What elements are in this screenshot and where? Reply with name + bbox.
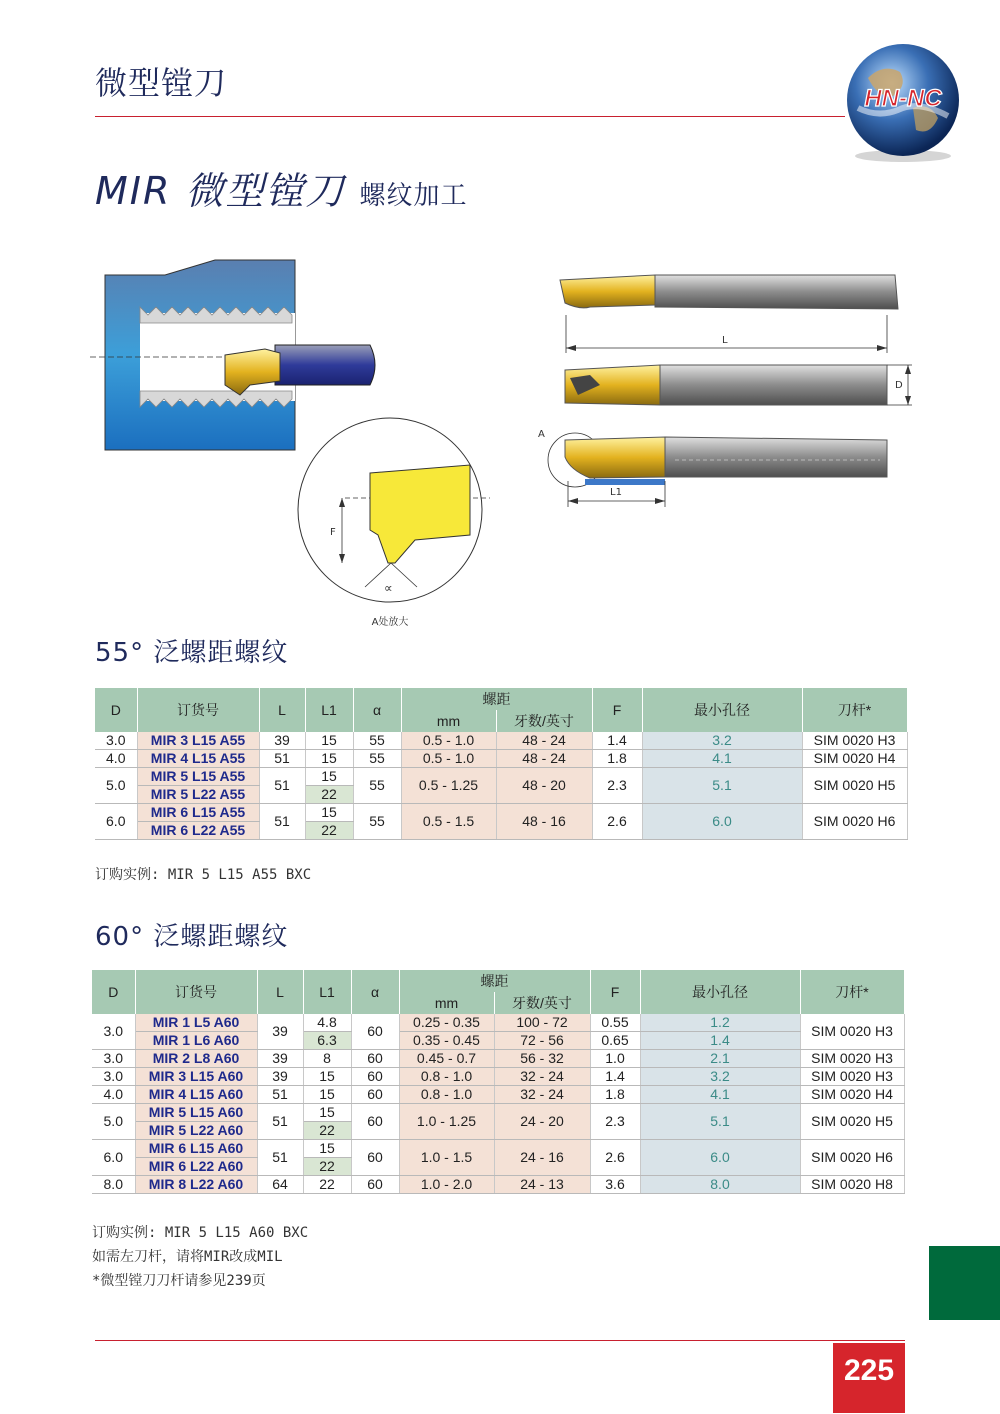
cell-order-code: MIR 1 L5 A60 — [135, 1014, 257, 1032]
cell-pitch-mm: 0.8 - 1.0 — [399, 1068, 494, 1086]
cell-D: 5.0 — [92, 1104, 135, 1140]
col-header-L1: L1 — [305, 688, 353, 732]
cell-alpha: 55 — [353, 804, 401, 840]
cell-L1: 4.8 — [303, 1014, 351, 1032]
col-header-alpha: α — [353, 688, 401, 732]
table-row — [95, 732, 907, 750]
cell-L: 51 — [257, 1086, 303, 1104]
cell-L: 51 — [257, 1140, 303, 1176]
col-header-F: F — [592, 688, 642, 732]
cell-min-hole: 3.2 — [640, 1068, 800, 1086]
cell-order-code: MIR 5 L15 A60 — [135, 1104, 257, 1122]
cell-L1: 15 — [303, 1086, 351, 1104]
cell-min-hole: 6.0 — [642, 804, 802, 840]
detail-A-label: A — [538, 429, 545, 440]
cell-L1: 22 — [305, 822, 353, 840]
cell-pitch-tpi: 100 - 72 — [494, 1014, 590, 1032]
cell-L1: 15 — [305, 750, 353, 768]
cell-order-code: MIR 6 L15 A55 — [137, 804, 259, 822]
cell-D: 4.0 — [92, 1086, 135, 1104]
table-row — [92, 1176, 904, 1194]
cell-pitch-mm: 0.35 - 0.45 — [399, 1032, 494, 1050]
cell-alpha: 60 — [351, 1014, 399, 1050]
hn-nc-globe-logo — [838, 38, 968, 163]
cell-L1: 22 — [303, 1158, 351, 1176]
cell-order-code: MIR 3 L15 A55 — [137, 732, 259, 750]
cell-holder: SIM 0020 H4 — [802, 750, 907, 768]
cell-pitch-mm: 1.0 - 1.5 — [399, 1140, 494, 1176]
cell-L1: 15 — [303, 1104, 351, 1122]
cell-pitch-tpi: 56 - 32 — [494, 1050, 590, 1068]
cell-L1: 22 — [303, 1176, 351, 1194]
footer-divider — [95, 1340, 905, 1341]
col-header-F: F — [590, 970, 640, 1014]
cell-L1: 22 — [305, 786, 353, 804]
cell-alpha: 60 — [351, 1068, 399, 1086]
cell-L1: 15 — [305, 768, 353, 786]
cell-holder: SIM 0020 H6 — [800, 1140, 904, 1176]
dim-D-label: D — [895, 380, 903, 391]
cell-L1: 15 — [305, 732, 353, 750]
cell-min-hole: 3.2 — [642, 732, 802, 750]
cell-order-code: MIR 5 L15 A55 — [137, 768, 259, 786]
cell-pitch-mm: 0.5 - 1.5 — [401, 804, 496, 840]
col-header-L: L — [257, 970, 303, 1014]
cell-alpha: 55 — [353, 750, 401, 768]
col-header-min-hole: 最小孔径 — [640, 970, 800, 1014]
cell-min-hole: 5.1 — [642, 768, 802, 804]
cell-holder: SIM 0020 H6 — [802, 804, 907, 840]
main-title-text: MIR 微型镗刀 — [95, 169, 346, 213]
col-header-D: D — [92, 970, 135, 1014]
cell-alpha: 55 — [353, 732, 401, 750]
cell-alpha: 60 — [351, 1104, 399, 1140]
cell-pitch-tpi: 48 - 24 — [496, 732, 592, 750]
logo-text: HN-NC — [864, 85, 942, 112]
table-row — [95, 768, 907, 786]
col-header-pitch: 螺距 — [399, 970, 590, 992]
table-row — [92, 1032, 904, 1050]
col-header-tpi: 牙数/英寸 — [494, 992, 590, 1014]
col-header-tpi: 牙数/英寸 — [496, 710, 592, 732]
cell-L: 39 — [257, 1050, 303, 1068]
cell-pitch-tpi: 72 - 56 — [494, 1032, 590, 1050]
zoom-caption: A处放大 — [371, 617, 409, 628]
cell-L: 39 — [257, 1068, 303, 1086]
cell-L: 39 — [259, 732, 305, 750]
order-example-60: 订购实例: MIR 5 L15 A60 BXC — [92, 1225, 309, 1241]
cell-pitch-mm: 0.5 - 1.0 — [401, 732, 496, 750]
cell-D: 4.0 — [95, 750, 137, 768]
cell-D: 3.0 — [92, 1050, 135, 1068]
cell-min-hole: 1.4 — [640, 1032, 800, 1050]
col-header-L1: L1 — [303, 970, 351, 1014]
cell-L1: 22 — [303, 1122, 351, 1140]
col-header-code: 订货号 — [137, 688, 259, 732]
col-header-mm: mm — [401, 710, 496, 732]
cell-pitch-tpi: 48 - 24 — [496, 750, 592, 768]
cell-holder: SIM 0020 H5 — [802, 768, 907, 804]
cell-order-code: MIR 1 L6 A60 — [135, 1032, 257, 1050]
cell-F: 2.3 — [590, 1104, 640, 1140]
cell-F: 1.8 — [590, 1086, 640, 1104]
table-row — [92, 1086, 904, 1104]
cell-min-hole: 2.1 — [640, 1050, 800, 1068]
section-60-title: 60° 泛螺距螺纹 — [95, 922, 289, 952]
cell-min-hole: 4.1 — [642, 750, 802, 768]
cell-F: 2.6 — [592, 804, 642, 840]
cell-L1: 15 — [303, 1068, 351, 1086]
table-55-thread — [95, 688, 908, 840]
cell-L: 51 — [259, 750, 305, 768]
green-section-tab — [929, 1246, 1000, 1320]
cell-D: 5.0 — [95, 768, 137, 804]
cell-F: 1.4 — [592, 732, 642, 750]
cell-D: 3.0 — [95, 732, 137, 750]
cell-F: 0.65 — [590, 1032, 640, 1050]
col-header-alpha: α — [351, 970, 399, 1014]
cell-pitch-tpi: 24 - 13 — [494, 1176, 590, 1194]
cell-order-code: MIR 6 L22 A55 — [137, 822, 259, 840]
cell-L1: 15 — [305, 804, 353, 822]
cell-L: 51 — [257, 1104, 303, 1140]
cell-holder: SIM 0020 H4 — [800, 1086, 904, 1104]
cell-holder: SIM 0020 H5 — [800, 1104, 904, 1140]
cell-alpha: 60 — [351, 1140, 399, 1176]
cell-F: 2.6 — [590, 1140, 640, 1176]
holder-reference-note: *微型镗刀刀杆请参见239页 — [92, 1273, 266, 1289]
cell-pitch-tpi: 48 - 20 — [496, 768, 592, 804]
cell-pitch-mm: 0.45 - 0.7 — [399, 1050, 494, 1068]
table-row — [92, 1104, 904, 1122]
cell-min-hole: 1.2 — [640, 1014, 800, 1032]
cell-F: 1.4 — [590, 1068, 640, 1086]
table-row — [92, 1068, 904, 1086]
page-number: 225 — [833, 1343, 905, 1413]
cell-D: 8.0 — [92, 1176, 135, 1194]
cell-L: 39 — [257, 1014, 303, 1050]
cell-min-hole: 8.0 — [640, 1176, 800, 1194]
cell-L1: 15 — [303, 1140, 351, 1158]
cell-pitch-tpi: 24 - 20 — [494, 1104, 590, 1140]
dim-L-label: L — [722, 335, 728, 346]
cell-L1: 8 — [303, 1050, 351, 1068]
cell-pitch-mm: 1.0 - 1.25 — [399, 1104, 494, 1140]
cell-order-code: MIR 5 L22 A60 — [135, 1122, 257, 1140]
cell-L: 64 — [257, 1176, 303, 1194]
col-header-holder: 刀杆* — [800, 970, 904, 1014]
cell-holder: SIM 0020 H3 — [800, 1014, 904, 1050]
cell-pitch-mm: 1.0 - 2.0 — [399, 1176, 494, 1194]
dim-L1-label: L1 — [610, 487, 622, 498]
cell-order-code: MIR 3 L15 A60 — [135, 1068, 257, 1086]
cell-order-code: MIR 6 L22 A60 — [135, 1158, 257, 1176]
cell-pitch-tpi: 32 - 24 — [494, 1068, 590, 1086]
cell-pitch-mm: 0.5 - 1.0 — [401, 750, 496, 768]
cell-alpha: 60 — [351, 1086, 399, 1104]
cell-order-code: MIR 5 L22 A55 — [137, 786, 259, 804]
cell-order-code: MIR 6 L15 A60 — [135, 1140, 257, 1158]
table-60-thread — [92, 970, 905, 1194]
cell-D: 6.0 — [92, 1140, 135, 1176]
col-header-pitch: 螺距 — [401, 688, 592, 710]
header-title: 微型镗刀 — [95, 64, 228, 102]
col-header-code: 订货号 — [135, 970, 257, 1014]
cell-alpha: 60 — [351, 1050, 399, 1068]
cell-order-code: MIR 4 L15 A55 — [137, 750, 259, 768]
col-header-L: L — [259, 688, 305, 732]
cell-holder: SIM 0020 H8 — [800, 1176, 904, 1194]
table-row — [92, 1050, 904, 1068]
cell-pitch-mm: 0.5 - 1.25 — [401, 768, 496, 804]
cell-min-hole: 5.1 — [640, 1104, 800, 1140]
cell-pitch-tpi: 24 - 16 — [494, 1140, 590, 1176]
cell-pitch-tpi: 32 - 24 — [494, 1086, 590, 1104]
col-header-holder: 刀杆* — [802, 688, 907, 732]
left-holder-note: 如需左刀杆，请将MIR改成MIL — [92, 1249, 283, 1265]
cell-L: 51 — [259, 768, 305, 804]
table-row — [95, 750, 907, 768]
table-row — [92, 1014, 904, 1032]
cell-order-code: MIR 4 L15 A60 — [135, 1086, 257, 1104]
main-title — [95, 160, 468, 215]
cell-L1: 6.3 — [303, 1032, 351, 1050]
cell-pitch-mm: 0.8 - 1.0 — [399, 1086, 494, 1104]
cell-F: 0.55 — [590, 1014, 640, 1032]
cell-holder: SIM 0020 H3 — [800, 1050, 904, 1068]
cell-holder: SIM 0020 H3 — [802, 732, 907, 750]
col-header-min-hole: 最小孔径 — [642, 688, 802, 732]
cell-L: 51 — [259, 804, 305, 840]
col-header-mm: mm — [399, 992, 494, 1014]
cell-D: 3.0 — [92, 1014, 135, 1050]
order-example-55: 订购实例: MIR 5 L15 A55 BXC — [95, 867, 312, 883]
cell-F: 2.3 — [592, 768, 642, 804]
dim-F-label: F — [330, 527, 336, 538]
cell-F: 1.0 — [590, 1050, 640, 1068]
table-row — [92, 1140, 904, 1158]
cell-order-code: MIR 2 L8 A60 — [135, 1050, 257, 1068]
cell-holder: SIM 0020 H3 — [800, 1068, 904, 1086]
main-subtitle: 螺纹加工 — [359, 181, 468, 211]
cell-alpha: 55 — [353, 768, 401, 804]
section-55-title: 55° 泛螺距螺纹 — [95, 638, 289, 668]
cell-alpha: 60 — [351, 1176, 399, 1194]
cell-pitch-mm: 0.25 - 0.35 — [399, 1014, 494, 1032]
cell-F: 1.8 — [592, 750, 642, 768]
header-divider — [95, 116, 845, 117]
cell-D: 6.0 — [95, 804, 137, 840]
cell-F: 3.6 — [590, 1176, 640, 1194]
dim-alpha-label: ∝ — [384, 581, 393, 595]
col-header-D: D — [95, 688, 137, 732]
cell-min-hole: 6.0 — [640, 1140, 800, 1176]
cell-order-code: MIR 8 L22 A60 — [135, 1176, 257, 1194]
cell-D: 3.0 — [92, 1068, 135, 1086]
cell-min-hole: 4.1 — [640, 1086, 800, 1104]
table-row — [95, 804, 907, 822]
cell-pitch-tpi: 48 - 16 — [496, 804, 592, 840]
tool-diagram — [90, 245, 920, 640]
